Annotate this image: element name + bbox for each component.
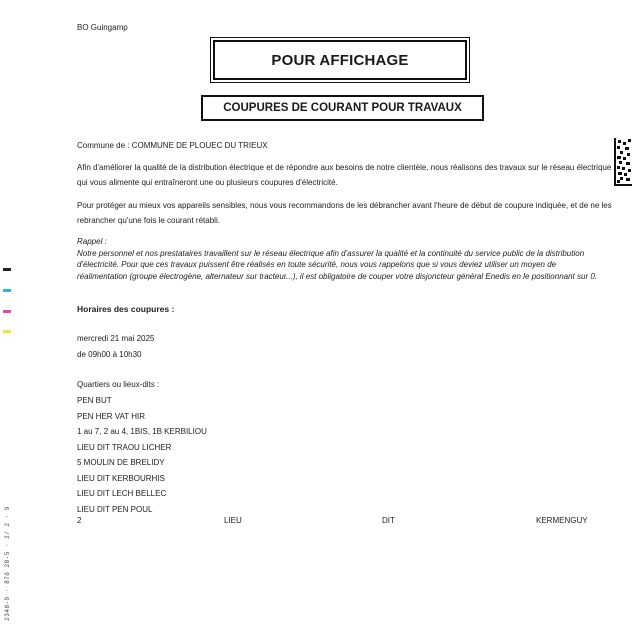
commune-line: Commune de : COMMUNE DE PLOUEC DU TRIEUX [77,141,268,150]
places-list [77,393,207,517]
last-row-place: KERMENGUY [536,516,588,525]
list-item: LIEU DIT LECH BELLEC [77,489,167,498]
outage-date: mercredi 21 mai 2025 [77,334,155,343]
page-title: POUR AFFICHAGE [213,40,467,80]
list-item: 5 MOULIN DE BRELIDY [77,458,165,467]
page-subtitle: COUPURES DE COURANT POUR TRAVAUX [201,95,484,121]
outage-time: de 09h00 à 10h30 [77,350,142,359]
list-item: PEN HER VAT HIR [77,411,146,421]
print-mark-yellow [3,330,11,333]
advice-paragraph: Pour protéger au mieux vos appareils sensibles, nous vous recommandons de les débrancher avant l'heure de début de coupure indiquée, et de ne les rebrancher qu'une fois le courant rétabli. [77,201,612,225]
horaires-title: Horaires des coupures : [77,304,175,314]
list-item: LIEU DIT TRAOU LICHER [77,442,172,452]
rappel-text: Notre personnel et nos prestataires travaillent sur le réseau électrique afin d'assurer la qualité et la continuité du service public de la distribution d'électricité. Pour que ces travaux puissent être réalisés en toute sécurité, nous vous rappelons que si vous deviez utiliser un moyen de réalimentation (groupe électrogène, alternateur sur tracteur...), il est obligatoire de couper votre disjoncteur général Enedis en le positionnant sur 0. [77,248,597,281]
list-item: LIEU DIT PEN POUL [77,504,153,514]
office-label: BO Guingamp [77,23,128,32]
print-mark-magenta [3,310,11,313]
quartiers-title: Quartiers ou lieux-dits : [77,380,160,389]
list-item: LIEU DIT KERBOURHIS [77,473,165,483]
print-mark-black [3,268,11,271]
last-row-lieu: LIEU [224,516,242,525]
side-reference-code: 2348-9 · 876 28-5 · 2/ 2 · 9 [4,506,11,621]
rappel-label: Rappel : [77,237,107,246]
rappel-block [77,236,597,282]
list-item: PEN BUT [77,396,112,405]
last-row-number: 2 [77,516,82,525]
last-row-dit: DIT [382,516,395,525]
intro-paragraph: Afin d'améliorer la qualité de la distribution électrique et de répondre aux besoins de notre clientèle, nous réalisons des travaux sur le réseau électrique qui vous alimente qui entraîneront une ou plusieurs coupures d'électricité. [77,163,612,187]
list-item: 1 au 7, 2 au 4, 1BIS, 1B KERBILIOU [77,427,207,436]
print-mark-cyan [3,289,11,292]
